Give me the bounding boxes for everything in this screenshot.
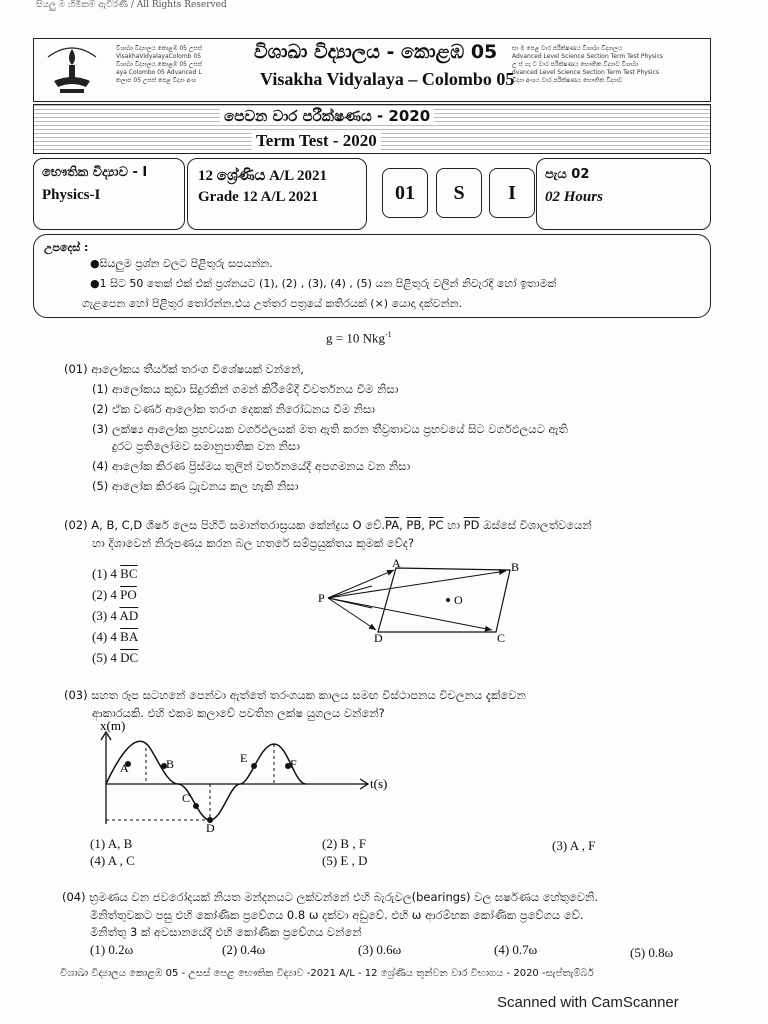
school-title-english: Visakha Vidyalaya – Colombo 05: [260, 69, 515, 89]
q1-option: (5) ආලෝක කිරණ ධ්‍රැවනය කල හැකි නිසා: [92, 479, 299, 493]
header-left-line: විශාඛා විද්‍යාලය කොළඹ 05 උසස්: [116, 45, 203, 52]
q4-option: (3) 0.6ω: [358, 942, 402, 957]
q2-option: [92, 566, 138, 582]
q2-stem-line2: හා දිශාවෙන් නිරූපණය කරන බල හතරේ සම්ප්‍රයුක්තය කුමක් වේද?: [92, 536, 415, 550]
question-text: A, B, C,D ශීර්ෂ ලෙස පිහිටි සමාන්තරාස්‍රයක කේන්ද්‍රය O වේ.: [91, 518, 385, 532]
q2-option: [92, 587, 137, 603]
question-text: ඔස්සේ විශාලත්වයෙන්: [479, 518, 592, 532]
grade-english: Grade 12 A/L 2021: [198, 189, 319, 205]
q3-option: (5) E , D: [322, 853, 368, 868]
subject-box: [33, 158, 185, 230]
q4-option: (4) 0.7ω: [494, 942, 538, 957]
q2-stem: [64, 518, 592, 533]
q1-option-continued: දුරට ප්‍රතිලෝමව සමානුපාතික වන නිසා: [112, 439, 300, 453]
wave-point-e: [251, 763, 257, 769]
q4-stem-line2: මිනිත්තුවකට පසු එහි කෝණික ප්‍රවේගය 0.8 ω දක්වා අඩුවේ. එහි ω ආරම්භක කෝණික ප්‍රවේගය වේ.: [90, 908, 584, 922]
grade-box: [187, 158, 367, 230]
q3-option: (2) B , F: [322, 836, 367, 851]
point-label-d: D: [206, 821, 215, 834]
question-number: (04): [62, 890, 86, 904]
option-label: (4) 4: [92, 629, 117, 644]
q4-stem: [62, 890, 598, 905]
vector-pd: $\overline{PD}$: [463, 518, 480, 532]
scanner-watermark: Scanned with CamScanner: [497, 994, 679, 1011]
q3-option: (3) A , F: [552, 838, 596, 853]
vertex-label-b: B: [511, 560, 520, 574]
subject-sinhala: භෞතික විද්‍යාව - I: [42, 165, 148, 180]
school-header: [33, 38, 711, 102]
term-test-title-sinhala: පෙවන වාර පරීක්ෂණය - 2020: [220, 107, 434, 125]
question-number: (03): [64, 688, 88, 702]
q4-option: (2) 0.4ω: [222, 942, 266, 957]
time-english: 02 Hours: [545, 189, 603, 205]
school-logo-icon: [40, 43, 104, 97]
option-label: (3) 4: [92, 608, 117, 623]
q3-stem: [64, 688, 526, 703]
q4-option: (1) 0.2ω: [90, 942, 134, 957]
paper-code-i: I: [489, 168, 535, 218]
q1-option: (1) ආලෝකය කුඩා සිදුරකින් ගමන් කිරීමේදී විවර්තනය වීම නිසා: [92, 382, 399, 396]
vector-pa: $\overline{PA}$: [385, 518, 400, 532]
separator: ,: [421, 518, 429, 532]
q3-option: (1) A, B: [90, 836, 133, 851]
point-label-f: F: [290, 757, 297, 771]
parallelogram-diagram: [300, 556, 530, 646]
q3-stem-line2: ආකාරයකි. එහි එකම කලාවේ පවතින ලක්ෂ යුගලය වන්නේ?: [92, 706, 385, 720]
parallelogram-abcd: [378, 568, 510, 632]
q1-option: (4) ආලෝක කිරණ ප්‍රිස්මය තුලින් වර්තනයේදී අපගමනය වන නිසා: [92, 459, 411, 473]
option-label: (2) 4: [92, 587, 117, 602]
option-vector: $\overline{AD}$: [119, 608, 139, 623]
question-number: (02): [64, 518, 88, 532]
question-text: භ්‍රමණය වන ජවරෝදයක් නියත මන්දනයට ලක්වන්නේ එහි බැරුවල(bearings) වල ඝර්ෂණය හේතුවෙනි.: [89, 890, 599, 904]
header-right-line: Advanced Level Science Section Term Test Physics: [512, 53, 664, 60]
gravity-exponent: -1: [384, 330, 392, 339]
header-left-line: VisakhaVidyalayaColomb 05: [116, 53, 202, 60]
school-address-left: [116, 45, 246, 85]
option-label: (1) 4: [92, 566, 117, 581]
header-left-line: කලාප 05 උසස් පෙළ විද්‍යා අංශ: [116, 77, 197, 84]
q3-option: (4) A , C: [90, 853, 135, 868]
header-right-line: විද්‍යා අංශය වාර පරීක්ෂණය භෞතික විද්‍යාව: [512, 77, 623, 84]
wave-graph: [98, 720, 398, 834]
header-right-line: dvanced Level Science Section Term Test Physics: [512, 69, 660, 76]
vector-pc: $\overline{PC}$: [428, 518, 444, 532]
vertex-label-d: D: [374, 631, 383, 645]
point-label-a: A: [120, 761, 129, 775]
header-left-line: aya Colombo 05 Advanced L: [116, 69, 202, 76]
option-vector: $\overline{BA}$: [120, 629, 139, 644]
option-vector: $\overline{DC}$: [120, 650, 139, 665]
point-label-o: O: [454, 593, 463, 607]
vector-arrow-pb: [328, 571, 506, 598]
point-label-p: P: [318, 591, 325, 605]
instruction-line: ●සියලුම ප්‍රශ්න වලට පිළිතුරු සපයන්න.: [90, 257, 273, 270]
grade-sinhala: 12 ශ්‍රේණිය A/L 2021: [198, 168, 327, 184]
q4-stem-line3: මිනිත්තු 3 ක් අවසානයේදී එහි කෝණික ප්‍රවේගය වන්නේ: [90, 925, 362, 939]
vertex-label-a: A: [392, 556, 401, 570]
q1-option: (3) ලක්ෂ්‍ය ආලෝක ප්‍රභවයක වර්ගඵලයක් මත ඇති කරන තීව්‍රතාවය ප්‍රභවයේ සිට වර්ගඵලයට ඇති: [92, 422, 568, 436]
instruction-line: ගැළපෙන හෝ පිළිතුර තෝරන්න.එය උත්තර පත්‍රයේ කතිරයක් (×) යොදා දක්වන්න.: [82, 297, 463, 310]
subject-english: Physics-I: [42, 187, 101, 203]
option-vector: $\overline{PO}$: [120, 587, 137, 602]
q1-stem: [64, 362, 304, 377]
school-address-right: [512, 45, 708, 85]
point-label-b: B: [166, 757, 175, 771]
separator: ,: [399, 518, 407, 532]
q2-option: [92, 629, 138, 645]
point-label-c: C: [182, 791, 191, 805]
vector-arrow-pa: [328, 570, 394, 598]
wave-point-c: [193, 803, 199, 809]
q2-option: [92, 608, 138, 624]
gravity-text: g = 10 Nkg: [326, 330, 385, 346]
center-point-o: [446, 598, 450, 602]
question-number: (01): [64, 362, 88, 376]
paper-code-s: S: [436, 168, 482, 218]
option-vector: $\overline{BC}$: [120, 566, 138, 581]
instructions-box: [33, 234, 711, 318]
q1-option: (2) ඒක වර්ණ ආලෝක තරංග දෙකක් නිරෝධනය වීම නිසා: [92, 402, 375, 416]
vertex-label-c: C: [497, 631, 506, 645]
instruction-line: ●1 සිට 50 තෙක් එක් එක් ප්‍රශ්නයට (1), (2) , (3), (4) , (5) යන පිළිතුරු වලින් නිවැරදි හෝ ඉතාමක්: [90, 277, 557, 290]
q4-option: (5) 0.8ω: [630, 945, 674, 960]
term-test-title-english: Term Test - 2020: [252, 131, 381, 151]
term-test-banner: [33, 104, 711, 154]
x-axis-label: t(s): [370, 776, 388, 791]
wave-curve: [106, 741, 306, 820]
copyright-text: සියලු ම හිමිකම් ඇවිරිණි / All Rights Reserved: [36, 0, 227, 10]
vector-pb: $\overline{PB}$: [406, 518, 422, 532]
separator: හා: [443, 518, 464, 532]
q2-option: [92, 650, 138, 666]
question-text: ආලෝකය තීර්යක් තරංග විශේෂයක් වන්නේ,: [91, 362, 304, 376]
instructions-heading: උපදෙස් :: [44, 241, 89, 254]
header-right-line: උ ස් ගැ ට වාර පරීක්ෂණය භෞතික විද්‍යාව විශාඛා: [512, 61, 639, 68]
school-title-sinhala: විශාඛා විද්‍යාලය - කොළඹ 05: [254, 41, 498, 63]
header-left-line: විශාඛා විද්‍යාලය කොළඹ 05 උසස්: [116, 61, 203, 68]
time-box: [536, 158, 711, 230]
paper-code-01: 01: [382, 168, 428, 218]
question-text: සහත රූප සටහනේ පෙන්වා ඇත්තේ තරංගයක කාලය සමඟ විස්ථාපනය විචලනය දැක්වෙන: [91, 688, 526, 702]
header-right-line: සා ම පෙළ වාර පරීක්ෂණය විශාඛා විද්‍යාලය: [512, 45, 623, 52]
page-footer: විශාඛා විද්‍යාලය කොළඹ 05 - උසස් පෙළ භෞතික විද්‍යාව -2021 A/L - 12 ශ්‍රේණිය තුන්වන වාර විභාගය - 2020 -සැප්තැම්බර්: [60, 968, 594, 979]
point-label-e: E: [240, 751, 248, 765]
y-axis-label: x(m): [100, 720, 126, 733]
option-label: (5) 4: [92, 650, 117, 665]
time-sinhala: පැය 02: [545, 167, 590, 182]
gravity-constant: [326, 330, 392, 346]
